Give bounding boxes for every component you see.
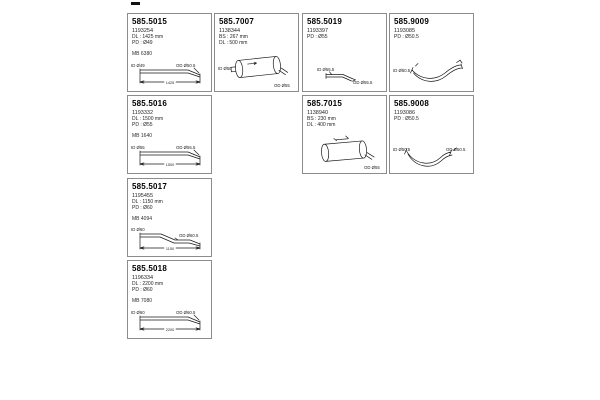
straight-pipe-drawing bbox=[131, 137, 209, 171]
part-cell-585-7015 bbox=[302, 95, 387, 174]
length-dimension: 1500 bbox=[165, 163, 175, 167]
part-cell-585-7007 bbox=[214, 13, 299, 92]
part-number: 585.9009 bbox=[394, 17, 429, 26]
part-number: 585.5018 bbox=[132, 264, 167, 273]
part-number: 585.5015 bbox=[132, 17, 167, 26]
part-cell-585-5018 bbox=[127, 260, 212, 339]
part-cell-585-5016 bbox=[127, 95, 212, 174]
outlet-diameter-label: OD Ø55 bbox=[364, 165, 380, 170]
oe-reference: 1138344 bbox=[219, 27, 241, 34]
part-number: 585.5017 bbox=[132, 182, 167, 191]
spec-line: DL : 400 mm bbox=[307, 122, 336, 128]
print-registration-mark bbox=[131, 2, 140, 5]
spec-line: DL : 500 mm bbox=[219, 40, 248, 46]
part-number: 585.5016 bbox=[132, 99, 167, 108]
outlet-diameter-label: OD Ø55.5 bbox=[353, 80, 373, 85]
inlet-diameter-label: ID Ø50 bbox=[218, 66, 232, 71]
part-number: 585.5019 bbox=[307, 17, 342, 26]
inlet-diameter-label: ID Ø60 bbox=[131, 227, 145, 232]
oe-reference: 1193086 bbox=[394, 109, 416, 116]
part-cell-585-5017 bbox=[127, 178, 212, 257]
length-dimension: 2200 bbox=[165, 328, 175, 332]
oe-reference: 1195455 bbox=[132, 192, 154, 199]
part-cell-585-5015 bbox=[127, 13, 212, 92]
outlet-diameter-label: OD Ø50.5 bbox=[176, 63, 196, 68]
straight-pipe-drawing bbox=[131, 302, 209, 336]
inlet-diameter-label: ID Ø49 bbox=[131, 63, 145, 68]
spec-line: DL : 2200 mm bbox=[132, 281, 164, 287]
part-number: 585.7007 bbox=[219, 17, 254, 26]
spec-line: DL : 1500 mm bbox=[132, 116, 164, 122]
outlet-diameter-label: OD Ø60.5 bbox=[176, 310, 196, 315]
spec-line: PD : Ø50.5 bbox=[394, 116, 419, 122]
inlet-diameter-label: ID Ø55.5 bbox=[317, 67, 335, 72]
muffler-left-cap bbox=[235, 60, 244, 78]
spec-line: PD : Ø55 bbox=[132, 122, 153, 128]
outlet-diameter-label: OD Ø55 bbox=[274, 83, 290, 88]
spec-line: DL : 1150 mm bbox=[132, 199, 163, 205]
inlet-diameter-label: ID Ø60 bbox=[131, 310, 145, 315]
oe-reference: 1196334 bbox=[132, 274, 154, 281]
oe-reference: 1193397 bbox=[307, 27, 329, 34]
spec-line: PD : Ø60 bbox=[132, 287, 153, 293]
spec-line: PD : Ø55 bbox=[307, 34, 328, 40]
short-pipe-drawing bbox=[306, 63, 384, 89]
pipe-outline bbox=[326, 72, 356, 81]
curved-pipe-drawing bbox=[393, 137, 471, 171]
muffler-drawing bbox=[306, 129, 384, 171]
length-dimension: 1425 bbox=[165, 81, 175, 85]
part-cell-585-9008 bbox=[389, 95, 474, 174]
oe-reference: 1193332 bbox=[132, 109, 154, 116]
inlet-diameter-label: ID Ø50.5 bbox=[393, 147, 411, 152]
outlet-diameter-label: OD Ø50.5 bbox=[446, 147, 466, 152]
part-cell-585-5019 bbox=[302, 13, 387, 92]
outlet-diameter-label: OD Ø60.5 bbox=[179, 233, 199, 238]
pipe-outline bbox=[411, 60, 463, 81]
spec-line: PD : Ø60 bbox=[132, 205, 153, 211]
note-line: MB 7080 bbox=[132, 298, 153, 304]
spec-line: PD : Ø50.5 bbox=[394, 34, 419, 40]
straight-pipe-drawing bbox=[131, 55, 209, 89]
note-line: MB 1640 bbox=[132, 133, 153, 139]
part-number: 585.9008 bbox=[394, 99, 429, 108]
spec-line: BS : 267 mm bbox=[219, 34, 248, 40]
curved-pipe-drawing bbox=[393, 55, 471, 89]
note-line: MB 4094 bbox=[132, 216, 153, 222]
muffler-drawing bbox=[218, 47, 296, 89]
muffler-body bbox=[324, 135, 364, 162]
oe-reference: 1138940 bbox=[307, 109, 329, 116]
outlet-diameter-label: OD Ø55.5 bbox=[176, 145, 196, 150]
oe-reference: 1193085 bbox=[394, 27, 416, 34]
part-cell-585-9009 bbox=[389, 13, 474, 92]
spec-line: DL : 1425 mm bbox=[132, 34, 164, 40]
spec-line: PD : Ø49 bbox=[132, 40, 153, 46]
note-line: MB 6380 bbox=[132, 51, 153, 57]
inlet-diameter-label: ID Ø55 bbox=[131, 145, 145, 150]
spec-line: BS : 230 mm bbox=[307, 116, 336, 122]
stepped-pipe-drawing bbox=[131, 218, 209, 254]
inlet-diameter-label: ID Ø50.5 bbox=[393, 68, 411, 73]
length-dimension: 1150 bbox=[165, 247, 175, 251]
part-number: 585.7015 bbox=[307, 99, 342, 108]
muffler-left-cap bbox=[321, 144, 330, 162]
oe-reference: 1193254 bbox=[132, 27, 154, 34]
